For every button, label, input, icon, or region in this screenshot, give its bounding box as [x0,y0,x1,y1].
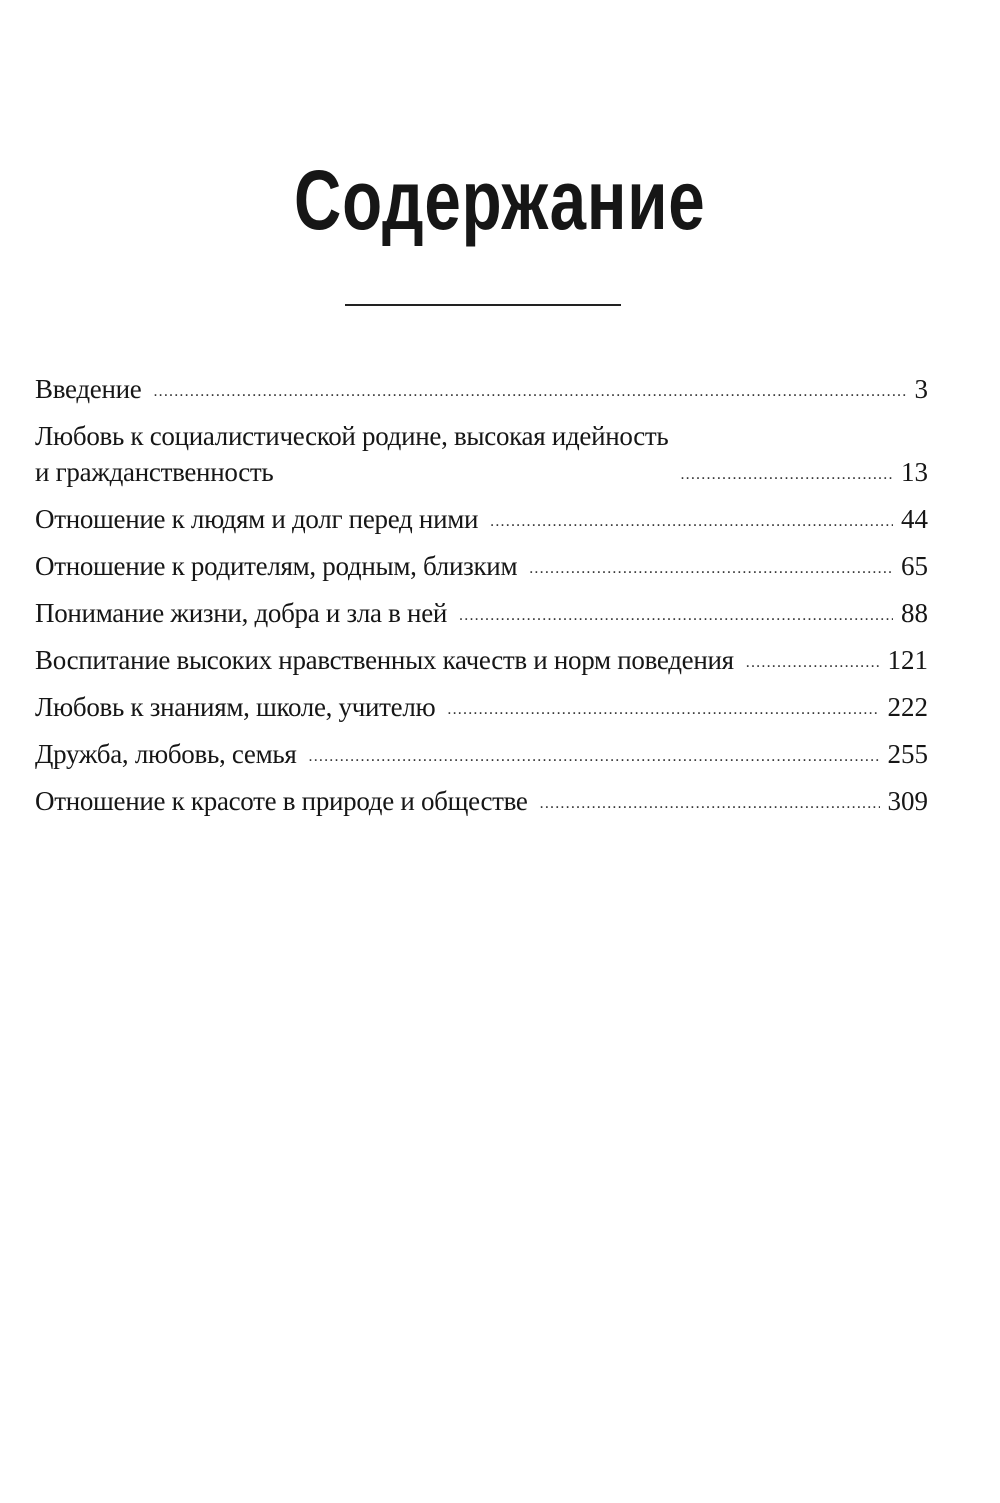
title-divider [345,304,621,306]
toc-entry[interactable] [35,407,928,490]
leader-dots [529,554,893,584]
leader-dots [680,460,893,490]
leader-dots [540,789,880,819]
toc-entry-title: Отношение к людям и долг перед ними [35,504,479,534]
toc-entry-title: Отношение к родителям, родным, близким [35,551,518,581]
toc-entry[interactable] [35,584,928,631]
leader-dots [309,742,880,772]
leader-dots [153,377,906,407]
toc-entry-page: 65 [901,551,928,581]
toc-entry-page: 255 [887,739,928,769]
leader-dots [490,507,893,537]
toc-entry[interactable] [35,631,928,678]
toc-entry[interactable] [35,725,928,772]
page-title-text: Содержание [294,153,706,247]
leader-dots [459,601,893,631]
toc-entry-title-continued: и гражданственность [35,457,274,487]
toc-entry-title: Дружба, любовь, семья [35,739,297,769]
toc-entry-page: 3 [914,374,928,404]
leader-dots [447,695,879,725]
toc-entry[interactable] [35,678,928,725]
toc-entry[interactable] [35,490,928,537]
toc-entry[interactable] [35,537,928,584]
toc-entry[interactable] [35,360,928,407]
toc-entry-title: Любовь к социалистической родине, высокая идейность [35,421,669,451]
toc-entry-title: Воспитание высоких нравственных качеств и норм поведения [35,645,734,675]
toc-entry-page: 222 [887,692,928,722]
toc-entry-title: Отношение к красоте в природе и обществе [35,786,528,816]
toc-entry[interactable] [35,772,928,819]
toc-entry-title: Любовь к знаниям, школе, учителю [35,692,436,722]
toc-entry-page: 121 [887,645,928,675]
leader-dots [746,648,880,678]
toc-entry-title: Введение [35,374,142,404]
toc-entry-page: 44 [901,504,928,534]
toc-entry-title: Понимание жизни, добра и зла в ней [35,598,448,628]
table-of-contents [35,360,928,819]
toc-entry-page: 309 [887,786,928,816]
page-title [0,150,1000,250]
toc-entry-page: 13 [901,457,928,487]
toc-entry-page: 88 [901,598,928,628]
